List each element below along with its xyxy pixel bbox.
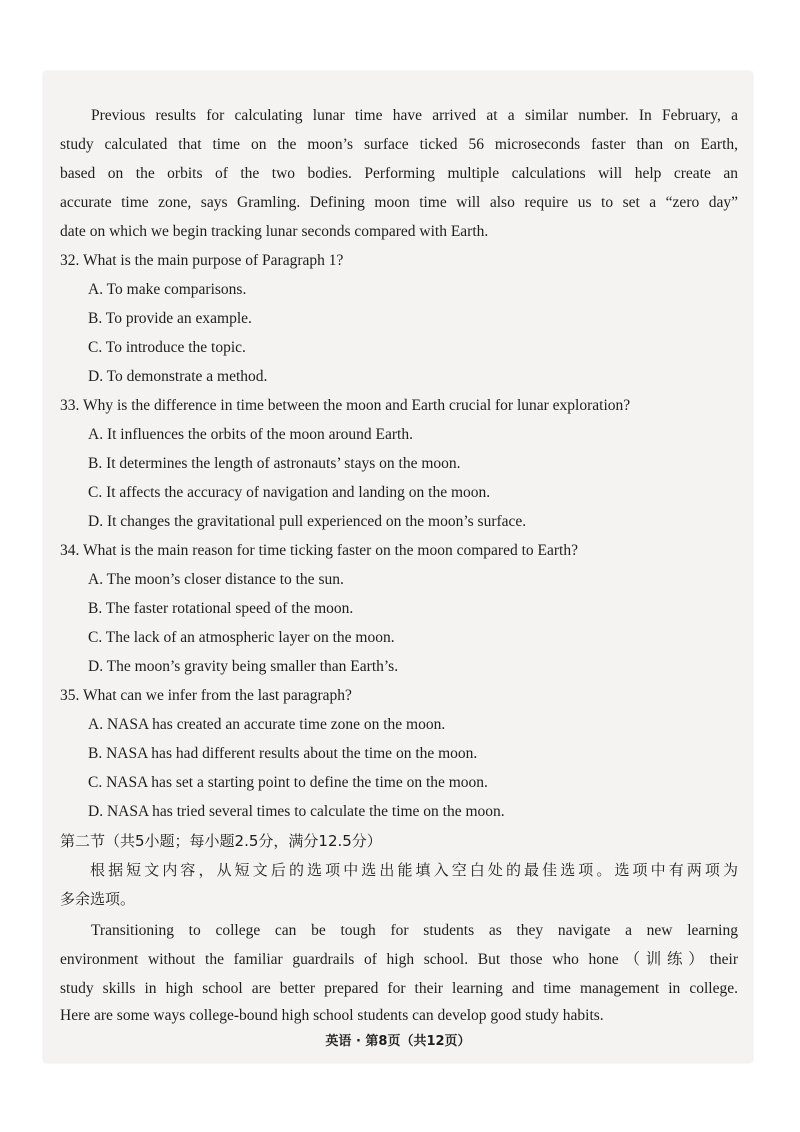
- page-footer: 英语 · 第8页（共12页）: [325, 1034, 471, 1049]
- question-stem-33: 33. Why is the difference in time between the moon and Earth crucial for lunar exploration?: [60, 397, 631, 414]
- passage2-line: Transitioning to college can be tough for students as they navigate a new learning: [91, 922, 738, 939]
- exam-page: [44, 72, 752, 1062]
- passage-line: Previous results for calculating lunar time have arrived at a similar number. In February, a: [91, 107, 738, 124]
- option-35-a: A. NASA has created an accurate time zone on the moon.: [88, 716, 446, 733]
- option-34-c: C. The lack of an atmospheric layer on the moon.: [88, 629, 395, 646]
- passage-line: date on which we begin tracking lunar seconds compared with Earth.: [60, 223, 489, 240]
- option-35-b: B. NASA has had different results about the time on the moon.: [88, 745, 478, 762]
- passage2-line: Here are some ways college-bound high school students can develop good study habits.: [60, 1007, 604, 1024]
- passage-line: study calculated that time on the moon’s surface ticked 56 microseconds faster than on Earth,: [60, 136, 738, 153]
- option-33-c: C. It affects the accuracy of navigation and landing on the moon.: [88, 484, 491, 501]
- option-33-a: A. It influences the orbits of the moon around Earth.: [88, 426, 413, 443]
- passage-line: based on the orbits of the two bodies. Performing multiple calculations will help create an: [60, 165, 738, 182]
- section-instruction: 根据短文内容，从短文后的选项中选出能填入空白处的最佳选项。选项中有两项为: [90, 861, 738, 879]
- option-35-c: C. NASA has set a starting point to define the time on the moon.: [88, 774, 488, 791]
- question-stem-35: 35. What can we infer from the last paragraph?: [60, 687, 352, 704]
- passage2-line: environment without the familiar guardrails of high school. But those who hone（训练）their: [60, 951, 738, 968]
- section-heading: 第二节（共5小题；每小题2.5分，满分12.5分）: [60, 832, 382, 850]
- option-33-d: D. It changes the gravitational pull experienced on the moon’s surface.: [88, 513, 527, 530]
- option-34-d: D. The moon’s gravity being smaller than Earth’s.: [88, 658, 399, 675]
- question-stem-32: 32. What is the main purpose of Paragraph 1?: [60, 252, 344, 269]
- option-32-b: B. To provide an example.: [88, 310, 252, 327]
- option-33-b: B. It determines the length of astronauts’ stays on the moon.: [88, 455, 461, 472]
- option-32-a: A. To make comparisons.: [88, 281, 247, 298]
- option-35-d: D. NASA has tried several times to calculate the time on the moon.: [88, 803, 505, 820]
- option-34-b: B. The faster rotational speed of the moon.: [88, 600, 354, 617]
- option-32-d: D. To demonstrate a method.: [88, 368, 268, 385]
- passage2-line: study skills in high school are better prepared for their learning and time management in college.: [60, 980, 738, 997]
- section-instruction: 多余选项。: [60, 890, 136, 908]
- option-32-c: C. To introduce the topic.: [88, 339, 246, 356]
- question-stem-34: 34. What is the main reason for time ticking faster on the moon compared to Earth?: [60, 542, 578, 559]
- passage-line: accurate time zone, says Gramling. Defining moon time will also require us to set a “zero day”: [60, 194, 738, 211]
- option-34-a: A. The moon’s closer distance to the sun.: [88, 571, 344, 588]
